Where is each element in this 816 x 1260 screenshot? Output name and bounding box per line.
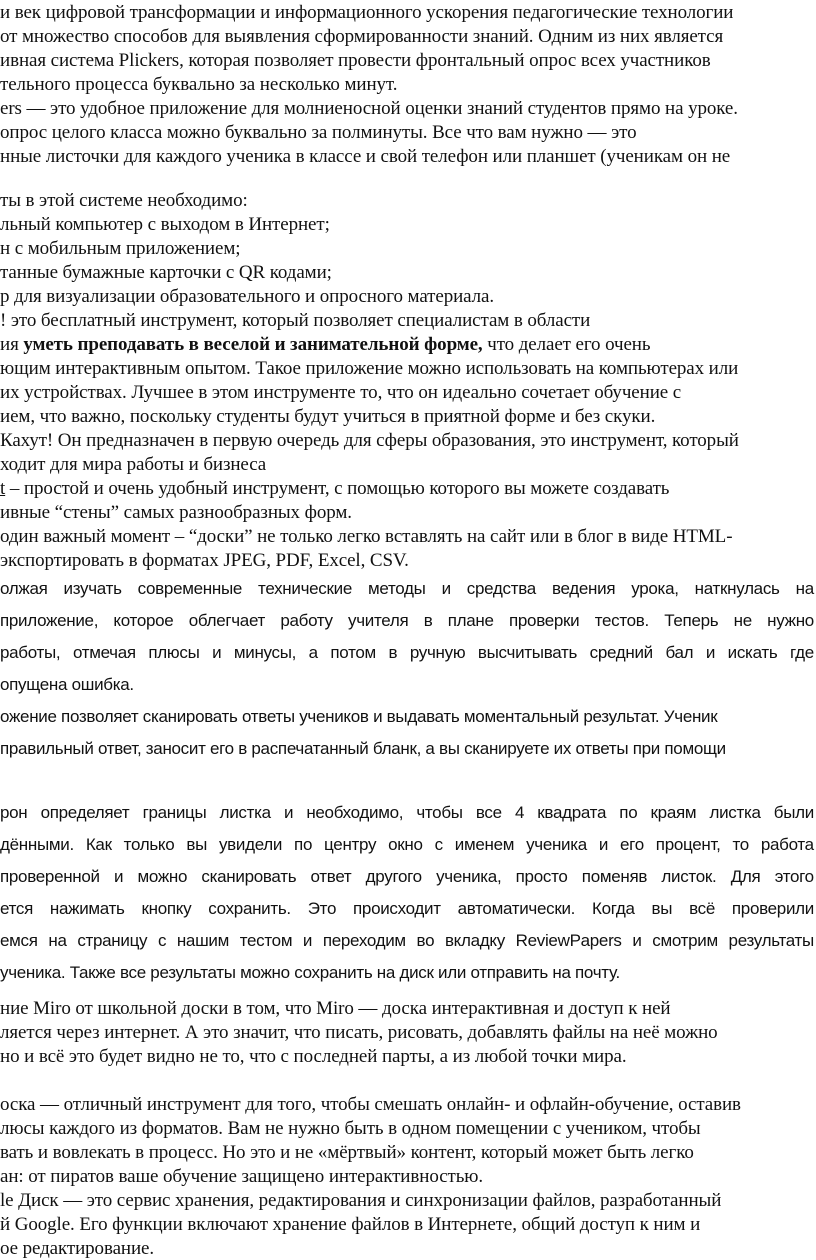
text-line: люсы каждого из форматов. Вам не нужно быть в одном помещении с учеником, чтобы bbox=[0, 1118, 701, 1139]
word: Теперь bbox=[664, 611, 719, 630]
text-line: ан: от пиратов ваше обучение защищено интерактивностью. bbox=[0, 1166, 484, 1187]
word: рон bbox=[0, 803, 28, 822]
word: средний bbox=[589, 643, 653, 662]
word: минусы, bbox=[233, 643, 297, 662]
word: искать bbox=[727, 643, 778, 662]
word: центру bbox=[324, 835, 377, 854]
word: Как bbox=[85, 835, 112, 854]
text-line: ое редактирование. bbox=[0, 1238, 155, 1259]
word: Когда bbox=[591, 899, 635, 918]
word: средства bbox=[466, 579, 536, 598]
word: современные bbox=[137, 579, 243, 598]
text-line: опрос целого класса можно буквально за полминуты. Все что вам нужно — это bbox=[0, 122, 637, 143]
text-line: Кахут! Он предназначен в первую очередь для сферы образования, это инструмент, который bbox=[0, 430, 739, 451]
word: окно bbox=[388, 835, 423, 854]
word: с bbox=[157, 931, 167, 950]
word: именем bbox=[454, 835, 515, 854]
text-line: ! это бесплатный инструмент, который позволяет специалистам в области bbox=[0, 310, 591, 331]
word: тестом bbox=[239, 931, 293, 950]
word: сканировать bbox=[201, 867, 297, 886]
bold-phrase: уметь преподавать в веселой и занимательной форме, bbox=[23, 334, 483, 355]
word: кнопку bbox=[141, 899, 192, 918]
text-fragment: ия bbox=[0, 334, 24, 355]
word: проверенной bbox=[0, 867, 100, 886]
word: и bbox=[441, 579, 451, 598]
word: были bbox=[773, 803, 814, 822]
word: не bbox=[733, 611, 752, 630]
word: в bbox=[388, 643, 398, 662]
word: необходимо, bbox=[306, 803, 404, 822]
text-line: и век цифровой трансформации и информационного ускорения педагогические технологии bbox=[0, 2, 734, 23]
word: приложение, bbox=[0, 611, 99, 630]
word: и bbox=[632, 931, 642, 950]
word: ручную bbox=[409, 643, 466, 662]
word: автоматически. bbox=[457, 899, 576, 918]
word: нажимать bbox=[49, 899, 125, 918]
text-line: опущена ошибка. bbox=[0, 675, 134, 694]
word: и bbox=[283, 803, 294, 822]
word: другого bbox=[365, 867, 422, 886]
word: емся bbox=[0, 931, 38, 950]
word: на bbox=[48, 931, 67, 950]
justified-line bbox=[0, 610, 814, 632]
word: по bbox=[619, 803, 638, 822]
word: только bbox=[123, 835, 175, 854]
justified-line bbox=[0, 930, 814, 952]
text-line: вать и вовлекать в процесс. Но это и не «мёртвый» контент, который может быть легко bbox=[0, 1142, 694, 1163]
word: методы bbox=[368, 579, 426, 598]
word: на bbox=[795, 579, 814, 598]
word: то bbox=[732, 835, 749, 854]
text-line: ием, что важно, поскольку студенты будут учиться в приятной форме и без скуки. bbox=[0, 406, 656, 427]
text-line: н с мобильным приложением; bbox=[0, 238, 241, 259]
text-line: но и всё это будет видно не то, что с последней парты, а из любой точки мира. bbox=[0, 1046, 627, 1067]
text-line: ляется через интернет. А это значит, что писать, рисовать, добавлять файлы на неё можно bbox=[0, 1022, 718, 1043]
word: и bbox=[114, 867, 124, 886]
word: тестов. bbox=[594, 611, 649, 630]
text-line: правильный ответ, заносит его в распечатанный бланк, а вы сканируете их ответы при помощи bbox=[0, 739, 726, 758]
word: и bbox=[598, 835, 609, 854]
word: квадрата bbox=[537, 803, 607, 822]
word: ученика bbox=[526, 835, 587, 854]
text-line: ожение позволяет сканировать ответы учеников и выдавать моментальный результат. Ученик bbox=[0, 707, 718, 726]
word: нужно bbox=[767, 611, 814, 630]
justified-line bbox=[0, 578, 814, 600]
text-line: ты в этой системе необходимо: bbox=[0, 190, 248, 211]
word: отмечая bbox=[72, 643, 136, 662]
text-line: тельного процесса буквально за несколько минут. bbox=[0, 74, 398, 95]
justified-line bbox=[0, 834, 814, 856]
text-line: ивная система Plickers, которая позволяет провести фронтальный опрос всех участников bbox=[0, 50, 711, 71]
padlet-line bbox=[0, 478, 669, 500]
text-line: от множество способов для выявления сформированности знаний. Одним из них является bbox=[0, 26, 724, 47]
word: и bbox=[212, 643, 222, 662]
word: изучать bbox=[63, 579, 122, 598]
text-line: один важный момент – “доски” не только легко вставлять на сайт или в блог в виде HTML- bbox=[0, 526, 733, 547]
word: урока, bbox=[631, 579, 679, 598]
word: наткнулась bbox=[694, 579, 780, 598]
word: дёнными. bbox=[0, 835, 74, 854]
text-line: ученика. Также все результаты можно сохранить на диск или отправить на почту. bbox=[0, 963, 620, 982]
word: учителя bbox=[348, 611, 409, 630]
word: бал bbox=[665, 643, 694, 662]
word: плане bbox=[447, 611, 494, 630]
word: ведения bbox=[551, 579, 616, 598]
word: вы bbox=[651, 899, 673, 918]
word: листок. bbox=[661, 867, 717, 886]
word: работу bbox=[280, 611, 333, 630]
word: олжая bbox=[0, 579, 48, 598]
text-line: le Диск — это сервис хранения, редактирования и синхронизации файлов, разработанный bbox=[0, 1190, 722, 1211]
word: переходим bbox=[322, 931, 406, 950]
word: плюсы bbox=[148, 643, 200, 662]
word: с bbox=[434, 835, 443, 854]
word: работы, bbox=[0, 643, 61, 662]
word: всё bbox=[689, 899, 715, 918]
word: смотрим bbox=[652, 931, 718, 950]
word: работа bbox=[760, 835, 814, 854]
text-line: ющим интерактивным опытом. Такое приложение можно использовать на компьютерах или bbox=[0, 358, 739, 379]
text-line: ers — это удобное приложение для молниеносной оценки знаний студентов прямо на уроке. bbox=[0, 98, 738, 119]
word: высчитывать bbox=[477, 643, 578, 662]
text-line: ходит для мира работы и бизнеса bbox=[0, 454, 267, 475]
word: сохранить. bbox=[208, 899, 291, 918]
text-fragment: что делает его очень bbox=[482, 334, 651, 355]
word: которое bbox=[113, 611, 174, 630]
text-line: танные бумажные карточки с QR кодами; bbox=[0, 262, 332, 283]
text-line: й Google. Его функции включают хранение файлов в Интернете, общий доступ к ним и bbox=[0, 1214, 701, 1235]
word: технические bbox=[258, 579, 352, 598]
word: его bbox=[620, 835, 644, 854]
word: а bbox=[308, 643, 318, 662]
word: по bbox=[294, 835, 313, 854]
word: границы bbox=[142, 803, 207, 822]
word: вы bbox=[186, 835, 208, 854]
word: чтобы bbox=[416, 803, 463, 822]
word: ется bbox=[0, 899, 33, 918]
padlet-link[interactable]: t bbox=[0, 478, 6, 499]
word: процент, bbox=[655, 835, 721, 854]
text-fragment: – простой и очень удобный инструмент, с помощью которого вы можете создавать bbox=[5, 478, 670, 499]
word: страницу bbox=[77, 931, 148, 950]
text-line: льный компьютер с выходом в Интернет; bbox=[0, 214, 330, 235]
word: облегчает bbox=[188, 611, 266, 630]
text-line: ние Miro от школьной доски в том, что Miro — доска интерактивная и доступ к ней bbox=[0, 998, 671, 1019]
justified-line bbox=[0, 802, 814, 824]
word: потом bbox=[330, 643, 376, 662]
word: нашим bbox=[176, 931, 230, 950]
word: просто bbox=[515, 867, 568, 886]
word: листка bbox=[219, 803, 271, 822]
word: ученика, bbox=[436, 867, 502, 886]
word: определяет bbox=[40, 803, 130, 822]
word: краям bbox=[650, 803, 697, 822]
kahoot-line bbox=[0, 334, 650, 356]
word: Это bbox=[307, 899, 337, 918]
text-line: оска — отличный инструмент для того, чтобы смешать онлайн- и офлайн-обучение, оставив bbox=[0, 1094, 741, 1115]
justified-line bbox=[0, 642, 814, 664]
text-line: нные листочки для каждого ученика в классе и свой телефон или планшет (ученикам он не bbox=[0, 146, 731, 167]
word: 4 bbox=[514, 803, 525, 822]
word: происходит bbox=[353, 899, 441, 918]
text-line: экспортировать в форматах JPEG, PDF, Excel, CSV. bbox=[0, 550, 409, 571]
word: все bbox=[475, 803, 502, 822]
justified-line bbox=[0, 866, 814, 888]
word: ReviewPapers bbox=[515, 931, 622, 950]
word: листка bbox=[709, 803, 761, 822]
word: проверки bbox=[508, 611, 580, 630]
word: результаты bbox=[728, 931, 814, 950]
word: вкладку bbox=[444, 931, 505, 950]
word: этого bbox=[774, 867, 814, 886]
word: где bbox=[789, 643, 814, 662]
word: поменяв bbox=[581, 867, 648, 886]
justified-line bbox=[0, 898, 814, 920]
text-line: ивные “стены” самых разнообразных форм. bbox=[0, 502, 352, 523]
word: Для bbox=[730, 867, 761, 886]
word: проверили bbox=[731, 899, 814, 918]
word: ответ bbox=[310, 867, 352, 886]
word: во bbox=[416, 931, 435, 950]
word: в bbox=[423, 611, 433, 630]
text-line: их устройствах. Лучшее в этом инструменте то, что он идеально сочетает обучение с bbox=[0, 382, 682, 403]
word: увидели bbox=[218, 835, 283, 854]
word: и bbox=[705, 643, 716, 662]
word: и bbox=[302, 931, 313, 950]
word: можно bbox=[137, 867, 188, 886]
text-line: р для визуализации образовательного и опросного материала. bbox=[0, 286, 495, 307]
